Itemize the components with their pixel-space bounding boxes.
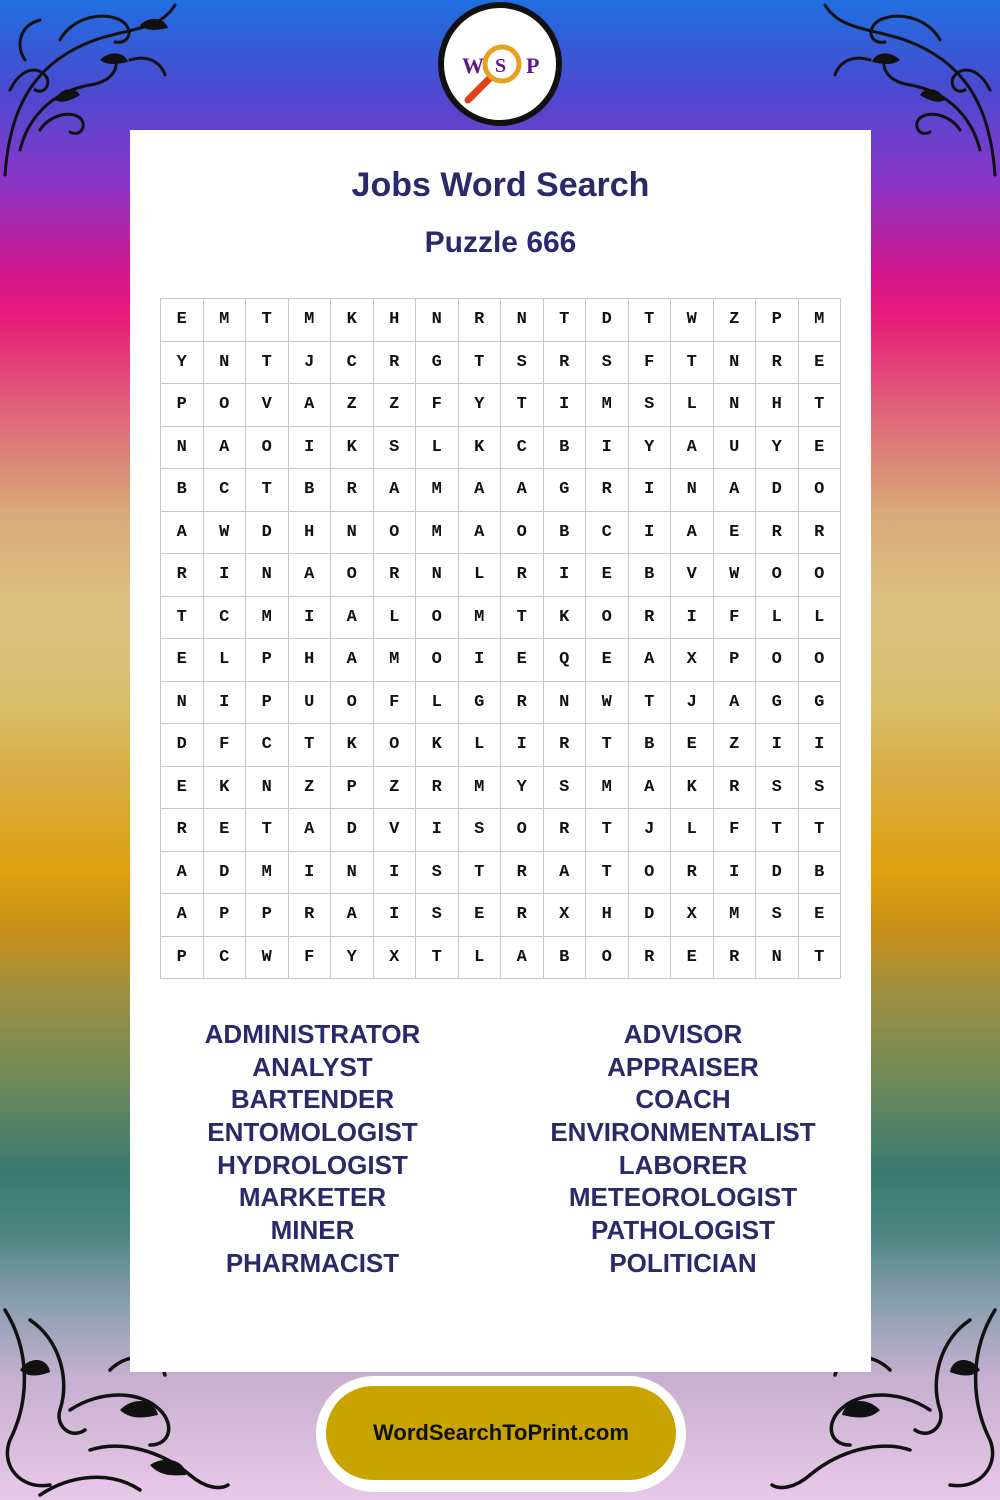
grid-cell[interactable]: M <box>374 639 417 682</box>
grid-cell[interactable]: B <box>799 852 842 895</box>
word-list <box>130 1018 871 1280</box>
grid-cell[interactable]: T <box>629 299 672 342</box>
grid-cell[interactable]: T <box>246 469 289 512</box>
grid-cell[interactable]: R <box>501 554 544 597</box>
grid-cell[interactable]: N <box>161 682 204 725</box>
grid-cell[interactable]: Q <box>544 639 587 682</box>
word-list-item: PATHOLOGIST <box>591 1215 775 1246</box>
grid-cell[interactable]: O <box>416 639 459 682</box>
grid-cell[interactable]: A <box>331 894 374 937</box>
grid-cell[interactable]: Y <box>756 427 799 470</box>
grid-cell[interactable]: E <box>161 767 204 810</box>
grid-cell[interactable]: Z <box>714 299 757 342</box>
grid-cell[interactable]: A <box>714 469 757 512</box>
word-list-item: PHARMACIST <box>225 1247 400 1278</box>
grid-cell[interactable]: T <box>544 299 587 342</box>
puzzle-card <box>130 130 871 1372</box>
grid-cell[interactable]: N <box>714 384 757 427</box>
grid-cell[interactable]: R <box>374 554 417 597</box>
grid-cell[interactable]: B <box>544 512 587 555</box>
grid-cell[interactable]: L <box>799 597 842 640</box>
grid-cell[interactable]: P <box>756 299 799 342</box>
grid-cell[interactable]: C <box>501 427 544 470</box>
grid-cell[interactable]: D <box>756 852 799 895</box>
grid-cell[interactable]: G <box>416 342 459 385</box>
grid-cell[interactable]: M <box>416 512 459 555</box>
grid-cell[interactable]: D <box>331 809 374 852</box>
logo-letter-s: S <box>495 55 507 77</box>
grid-cell[interactable]: A <box>204 427 247 470</box>
grid-cell[interactable]: A <box>671 427 714 470</box>
grid-cell[interactable]: F <box>374 682 417 725</box>
grid-cell[interactable]: B <box>289 469 332 512</box>
word-list-item: METEOROLOGIST <box>568 1182 798 1213</box>
grid-cell[interactable]: U <box>714 427 757 470</box>
grid-cell[interactable]: K <box>331 427 374 470</box>
logo-letter-w: W <box>462 53 484 78</box>
grid-cell[interactable]: J <box>629 809 672 852</box>
grid-cell[interactable]: H <box>586 894 629 937</box>
grid-cell[interactable]: P <box>246 682 289 725</box>
grid-cell[interactable]: Y <box>161 342 204 385</box>
grid-cell[interactable]: I <box>374 852 417 895</box>
grid-cell[interactable]: E <box>204 809 247 852</box>
grid-cell[interactable]: S <box>586 342 629 385</box>
grid-cell[interactable]: R <box>374 342 417 385</box>
grid-cell[interactable]: L <box>416 427 459 470</box>
grid-cell[interactable]: R <box>289 894 332 937</box>
grid-cell[interactable]: A <box>629 639 672 682</box>
grid-cell[interactable]: N <box>246 554 289 597</box>
grid-cell[interactable]: N <box>331 852 374 895</box>
grid-cell[interactable]: T <box>161 597 204 640</box>
grid-cell[interactable]: L <box>416 682 459 725</box>
grid-cell[interactable]: R <box>799 512 842 555</box>
site-logo[interactable] <box>438 2 562 126</box>
grid-cell[interactable]: N <box>544 682 587 725</box>
grid-cell[interactable]: T <box>246 342 289 385</box>
grid-cell[interactable]: I <box>459 639 502 682</box>
grid-cell[interactable]: T <box>501 597 544 640</box>
grid-cell[interactable]: D <box>246 512 289 555</box>
grid-cell[interactable]: O <box>586 937 629 980</box>
grid-cell[interactable]: I <box>544 554 587 597</box>
grid-cell[interactable]: H <box>374 299 417 342</box>
grid-cell[interactable]: X <box>544 894 587 937</box>
grid-cell[interactable]: N <box>331 512 374 555</box>
grid-cell[interactable]: B <box>629 554 672 597</box>
grid-cell[interactable]: D <box>204 852 247 895</box>
grid-cell[interactable]: U <box>289 682 332 725</box>
grid-cell[interactable]: F <box>629 342 672 385</box>
grid-cell[interactable]: F <box>416 384 459 427</box>
grid-cell[interactable]: R <box>586 469 629 512</box>
grid-cell[interactable]: R <box>629 937 672 980</box>
grid-cell[interactable]: I <box>289 852 332 895</box>
word-list-item: LABORER <box>618 1149 748 1180</box>
grid-cell[interactable]: D <box>756 469 799 512</box>
grid-cell[interactable]: A <box>374 469 417 512</box>
grid-cell[interactable]: T <box>416 937 459 980</box>
grid-cell[interactable]: L <box>204 639 247 682</box>
grid-cell[interactable]: R <box>544 342 587 385</box>
grid-cell[interactable]: M <box>204 299 247 342</box>
grid-cell[interactable]: H <box>756 384 799 427</box>
grid-cell[interactable]: R <box>629 597 672 640</box>
grid-cell[interactable]: D <box>629 894 672 937</box>
grid-cell[interactable]: N <box>756 937 799 980</box>
grid-cell[interactable]: T <box>629 682 672 725</box>
grid-cell[interactable]: L <box>459 724 502 767</box>
grid-cell[interactable]: E <box>161 299 204 342</box>
grid-cell[interactable]: L <box>671 809 714 852</box>
site-link[interactable]: WordSearchToPrint.com <box>326 1386 676 1480</box>
grid-cell[interactable]: P <box>714 639 757 682</box>
grid-cell[interactable]: R <box>416 767 459 810</box>
grid-cell[interactable]: M <box>459 767 502 810</box>
grid-cell[interactable]: R <box>161 809 204 852</box>
grid-cell[interactable]: G <box>756 682 799 725</box>
grid-cell[interactable]: Z <box>289 767 332 810</box>
grid-cell[interactable]: S <box>459 809 502 852</box>
grid-cell[interactable]: K <box>671 767 714 810</box>
grid-cell[interactable]: I <box>289 427 332 470</box>
grid-cell[interactable]: K <box>459 427 502 470</box>
grid-cell[interactable]: L <box>459 937 502 980</box>
grid-cell[interactable]: R <box>459 299 502 342</box>
grid-cell[interactable]: R <box>331 469 374 512</box>
grid-cell[interactable]: E <box>799 894 842 937</box>
grid-cell[interactable]: L <box>756 597 799 640</box>
grid-cell[interactable]: Y <box>459 384 502 427</box>
grid-cell[interactable]: M <box>714 894 757 937</box>
grid-cell[interactable]: S <box>799 767 842 810</box>
grid-cell[interactable]: N <box>161 427 204 470</box>
grid-cell[interactable]: M <box>799 299 842 342</box>
grid-cell[interactable]: H <box>289 512 332 555</box>
grid-cell[interactable]: E <box>586 639 629 682</box>
grid-cell[interactable]: O <box>756 554 799 597</box>
grid-cell[interactable]: T <box>459 852 502 895</box>
grid-cell[interactable]: Z <box>331 384 374 427</box>
grid-cell[interactable]: K <box>331 724 374 767</box>
grid-cell[interactable]: I <box>204 554 247 597</box>
page-title: Jobs Word Search <box>351 166 650 204</box>
grid-cell[interactable]: O <box>756 639 799 682</box>
grid-cell[interactable]: E <box>799 427 842 470</box>
grid-cell[interactable]: O <box>501 809 544 852</box>
grid-cell[interactable]: Y <box>501 767 544 810</box>
grid-cell[interactable]: N <box>416 299 459 342</box>
grid-cell[interactable]: E <box>501 639 544 682</box>
grid-cell[interactable]: C <box>204 937 247 980</box>
grid-cell[interactable]: Z <box>374 384 417 427</box>
grid-cell[interactable]: N <box>204 342 247 385</box>
grid-cell[interactable]: N <box>501 299 544 342</box>
grid-cell[interactable]: A <box>629 767 672 810</box>
grid-cell[interactable]: A <box>459 469 502 512</box>
grid-cell[interactable]: A <box>714 682 757 725</box>
grid-cell[interactable]: S <box>501 342 544 385</box>
grid-cell[interactable]: P <box>246 894 289 937</box>
grid-cell[interactable]: J <box>289 342 332 385</box>
footer-badge <box>316 1376 686 1492</box>
word-list-item: ADVISOR <box>623 1019 743 1049</box>
grid-cell[interactable]: O <box>331 554 374 597</box>
grid-cell[interactable]: E <box>671 937 714 980</box>
grid-cell[interactable]: L <box>459 554 502 597</box>
grid-cell[interactable]: K <box>544 597 587 640</box>
grid-cell[interactable]: R <box>544 809 587 852</box>
grid-cell[interactable]: J <box>671 682 714 725</box>
grid-cell[interactable]: Z <box>374 767 417 810</box>
grid-cell[interactable]: O <box>246 427 289 470</box>
grid-cell[interactable]: O <box>501 512 544 555</box>
grid-cell[interactable]: A <box>289 554 332 597</box>
grid-cell[interactable]: I <box>756 724 799 767</box>
grid-cell[interactable]: T <box>586 852 629 895</box>
grid-cell[interactable]: C <box>204 597 247 640</box>
grid-cell[interactable]: C <box>246 724 289 767</box>
grid-cell[interactable]: G <box>544 469 587 512</box>
grid-cell[interactable]: O <box>331 682 374 725</box>
grid-cell[interactable]: P <box>246 639 289 682</box>
grid-cell[interactable]: G <box>799 682 842 725</box>
grid-cell[interactable]: W <box>714 554 757 597</box>
grid-cell[interactable]: C <box>586 512 629 555</box>
grid-cell[interactable]: T <box>586 809 629 852</box>
word-list-item: MINER <box>270 1215 355 1246</box>
grid-cell[interactable]: R <box>501 894 544 937</box>
grid-cell[interactable]: E <box>459 894 502 937</box>
grid-cell[interactable]: P <box>161 937 204 980</box>
grid-cell[interactable]: I <box>204 682 247 725</box>
grid-cell[interactable]: F <box>714 809 757 852</box>
grid-cell[interactable]: N <box>714 342 757 385</box>
grid-cell[interactable]: S <box>756 767 799 810</box>
grid-cell[interactable]: I <box>671 597 714 640</box>
grid-cell[interactable]: W <box>204 512 247 555</box>
grid-cell[interactable]: M <box>246 852 289 895</box>
grid-cell[interactable]: G <box>459 682 502 725</box>
word-list-item: BARTENDER <box>230 1084 395 1115</box>
grid-cell[interactable]: M <box>246 597 289 640</box>
grid-cell[interactable]: E <box>586 554 629 597</box>
grid-cell[interactable]: K <box>331 299 374 342</box>
grid-cell[interactable]: R <box>714 937 757 980</box>
word-list-item: ENTOMOLOGIST <box>207 1117 418 1148</box>
word-list-item: COACH <box>635 1084 731 1115</box>
grid-cell[interactable]: N <box>246 767 289 810</box>
word-list-item: POLITICIAN <box>609 1247 757 1278</box>
grid-cell[interactable]: M <box>459 597 502 640</box>
grid-cell[interactable]: O <box>799 639 842 682</box>
word-list-item: APPRAISER <box>607 1051 759 1082</box>
grid-cell[interactable]: Y <box>629 427 672 470</box>
grid-cell[interactable]: X <box>374 937 417 980</box>
grid-cell[interactable]: R <box>161 554 204 597</box>
grid-cell[interactable]: R <box>501 682 544 725</box>
grid-cell[interactable]: A <box>331 639 374 682</box>
grid-cell[interactable]: T <box>799 809 842 852</box>
grid-cell[interactable]: T <box>799 937 842 980</box>
word-list-item: MARKETER <box>238 1182 387 1213</box>
grid-cell[interactable]: S <box>544 767 587 810</box>
grid-cell[interactable]: M <box>416 469 459 512</box>
grid-cell[interactable]: T <box>671 342 714 385</box>
grid-cell[interactable]: A <box>161 852 204 895</box>
grid-cell[interactable]: O <box>204 384 247 427</box>
grid-cell[interactable]: B <box>544 937 587 980</box>
grid-cell[interactable]: P <box>204 894 247 937</box>
grid-cell[interactable]: S <box>756 894 799 937</box>
grid-cell[interactable]: B <box>544 427 587 470</box>
grid-cell[interactable]: I <box>714 852 757 895</box>
grid-cell[interactable]: I <box>629 512 672 555</box>
grid-cell[interactable]: A <box>501 937 544 980</box>
word-list-item: HYDROLOGIST <box>217 1149 408 1180</box>
grid-cell[interactable]: Y <box>331 937 374 980</box>
grid-cell[interactable]: R <box>501 852 544 895</box>
grid-cell[interactable]: N <box>416 554 459 597</box>
grid-cell[interactable]: V <box>671 554 714 597</box>
grid-cell[interactable]: T <box>501 384 544 427</box>
grid-cell[interactable]: O <box>586 597 629 640</box>
grid-cell[interactable]: E <box>161 639 204 682</box>
grid-cell[interactable]: D <box>586 299 629 342</box>
grid-cell[interactable]: S <box>629 384 672 427</box>
grid-cell[interactable]: C <box>204 469 247 512</box>
grid-cell[interactable]: O <box>416 597 459 640</box>
grid-cell[interactable]: X <box>671 894 714 937</box>
grid-cell[interactable]: F <box>204 724 247 767</box>
grid-cell[interactable]: B <box>629 724 672 767</box>
puzzle-number: Puzzle 666 <box>424 226 577 259</box>
grid-cell[interactable]: T <box>586 724 629 767</box>
grid-cell[interactable]: E <box>714 512 757 555</box>
grid-cell[interactable]: R <box>756 512 799 555</box>
word-list-item: ENVIRONMENTALIST <box>550 1117 816 1148</box>
grid-cell[interactable]: F <box>714 597 757 640</box>
grid-cell[interactable]: A <box>161 894 204 937</box>
grid-cell[interactable]: H <box>289 639 332 682</box>
grid-cell[interactable]: S <box>416 894 459 937</box>
grid-cell[interactable]: R <box>714 767 757 810</box>
grid-cell[interactable]: Z <box>714 724 757 767</box>
grid-cell[interactable]: A <box>459 512 502 555</box>
grid-cell[interactable]: O <box>799 469 842 512</box>
grid-cell[interactable]: O <box>374 512 417 555</box>
grid-cell[interactable]: T <box>799 384 842 427</box>
letter-grid <box>160 298 841 979</box>
grid-cell[interactable]: W <box>586 682 629 725</box>
grid-cell[interactable]: M <box>586 384 629 427</box>
grid-cell[interactable]: E <box>799 342 842 385</box>
grid-cell[interactable]: W <box>246 937 289 980</box>
grid-cell[interactable]: I <box>799 724 842 767</box>
grid-cell[interactable]: O <box>374 724 417 767</box>
grid-cell[interactable]: R <box>671 852 714 895</box>
grid-cell[interactable]: M <box>586 767 629 810</box>
word-list-item: ANALYST <box>252 1051 373 1082</box>
grid-cell[interactable]: A <box>161 512 204 555</box>
grid-cell[interactable]: P <box>331 767 374 810</box>
grid-cell[interactable]: F <box>289 937 332 980</box>
grid-cell[interactable]: A <box>671 512 714 555</box>
grid-cell[interactable]: I <box>544 384 587 427</box>
grid-cell[interactable]: I <box>289 597 332 640</box>
grid-cell[interactable]: K <box>416 724 459 767</box>
logo-letter-p: P <box>526 53 540 78</box>
grid-cell[interactable]: A <box>331 597 374 640</box>
grid-cell[interactable]: K <box>204 767 247 810</box>
grid-cell[interactable]: T <box>246 299 289 342</box>
grid-cell[interactable]: W <box>671 299 714 342</box>
grid-cell[interactable]: I <box>416 809 459 852</box>
grid-cell[interactable]: T <box>459 342 502 385</box>
grid-cell[interactable]: V <box>246 384 289 427</box>
grid-cell[interactable]: V <box>374 809 417 852</box>
grid-cell[interactable]: D <box>161 724 204 767</box>
grid-cell[interactable]: A <box>289 384 332 427</box>
grid-cell[interactable]: N <box>671 469 714 512</box>
grid-cell[interactable]: S <box>416 852 459 895</box>
grid-cell[interactable]: L <box>671 384 714 427</box>
grid-cell[interactable]: R <box>756 342 799 385</box>
grid-cell[interactable]: O <box>799 554 842 597</box>
grid-cell[interactable]: C <box>331 342 374 385</box>
word-list-item: ADMINISTRATOR <box>204 1019 421 1049</box>
grid-cell[interactable]: T <box>756 809 799 852</box>
grid-cell[interactable]: I <box>374 894 417 937</box>
grid-cell[interactable]: L <box>374 597 417 640</box>
grid-cell[interactable]: I <box>586 427 629 470</box>
grid-cell[interactable]: M <box>289 299 332 342</box>
grid-cell[interactable]: P <box>161 384 204 427</box>
grid-cell[interactable]: T <box>246 809 289 852</box>
grid-cell[interactable]: S <box>374 427 417 470</box>
grid-cell[interactable]: E <box>671 724 714 767</box>
grid-cell[interactable]: O <box>629 852 672 895</box>
grid-cell[interactable]: I <box>629 469 672 512</box>
grid-cell[interactable]: B <box>161 469 204 512</box>
grid-cell[interactable]: X <box>671 639 714 682</box>
grid-cell[interactable]: A <box>544 852 587 895</box>
grid-cell[interactable]: I <box>501 724 544 767</box>
grid-cell[interactable]: T <box>289 724 332 767</box>
grid-cell[interactable]: A <box>501 469 544 512</box>
grid-cell[interactable]: R <box>544 724 587 767</box>
grid-cell[interactable]: A <box>289 809 332 852</box>
